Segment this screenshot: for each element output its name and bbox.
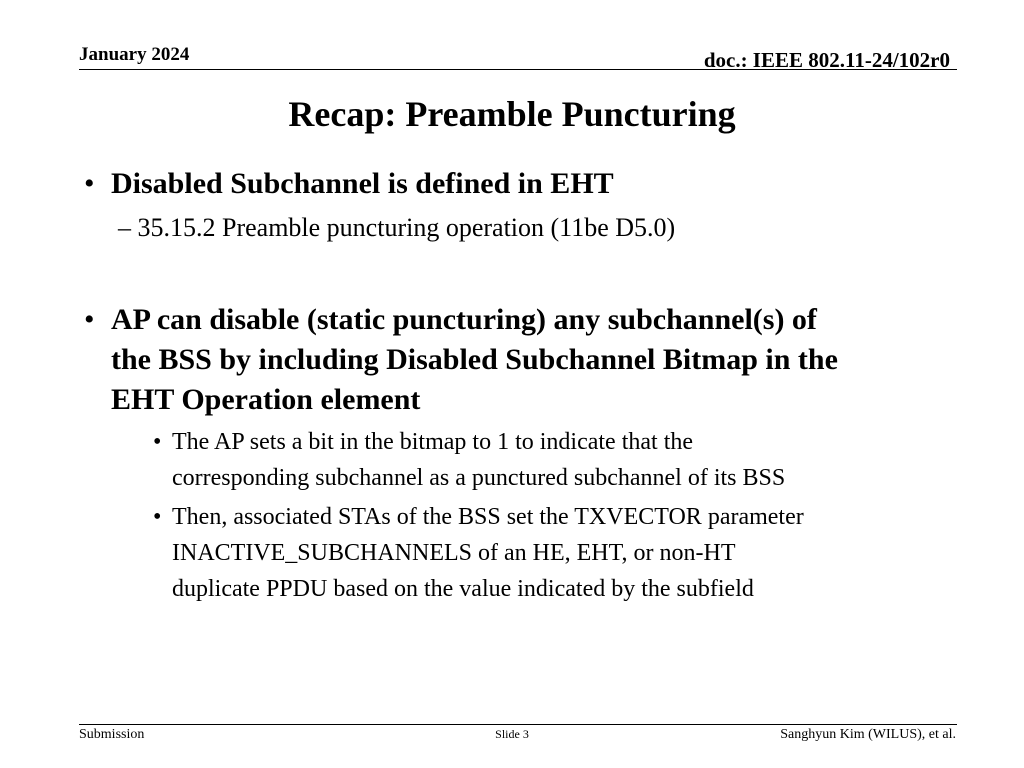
bullet-2-sub-2-line-2: INACTIVE_SUBCHANNELS of an HE, EHT, or non-HT [172,540,736,566]
footer-author: Sanghyun Kim (WILUS), et al. [780,727,956,742]
bullet-2-line-1: AP can disable (static puncturing) any subchannel(s) of [111,303,817,336]
bullet-2-sub-1-marker: • [153,429,162,455]
bullet-1-sub-1-marker: – [118,213,131,242]
footer-slide-number: Slide 3 [495,727,529,741]
bullet-2-sub-1-text [172,424,785,496]
bullet-2-line-3: EHT Operation element [111,383,421,416]
bullet-2-marker: • [84,303,95,336]
bullet-2-line-2: the BSS by including Disabled Subchannel Bitmap in the [111,343,838,376]
slide-title: Recap: Preamble Puncturing [288,94,736,134]
bullet-1-text [111,164,614,204]
bullet-2-text [111,300,838,420]
bullet-1-marker: • [84,167,95,200]
bullet-2-sub-2-marker: • [153,504,162,530]
header-divider [79,69,957,70]
bullet-1-sub-1-text: 35.15.2 Preamble puncturing operation (11be D5.0) [137,213,676,242]
header-doc-number: doc.: IEEE 802.11-24/102r0 [703,48,950,72]
bullet-2-sub-2-line-3: duplicate PPDU based on the value indicated by the subfield [172,576,754,602]
footer-divider [79,724,957,725]
bullet-2-sub-2-line-1: Then, associated STAs of the BSS set the TXVECTOR parameter [172,504,804,530]
header-date: January 2024 [79,44,190,65]
footer-submission: Submission [79,727,145,742]
bullet-1-sub-1 [118,212,675,244]
bullet-1-line-1: Disabled Subchannel is defined in EHT [111,167,614,200]
bullet-2-sub-2-text [172,499,804,607]
bullet-2-sub-1-line-2: corresponding subchannel as a punctured subchannel of its BSS [172,465,786,491]
bullet-2-sub-1-line-1: The AP sets a bit in the bitmap to 1 to indicate that the [172,429,694,455]
